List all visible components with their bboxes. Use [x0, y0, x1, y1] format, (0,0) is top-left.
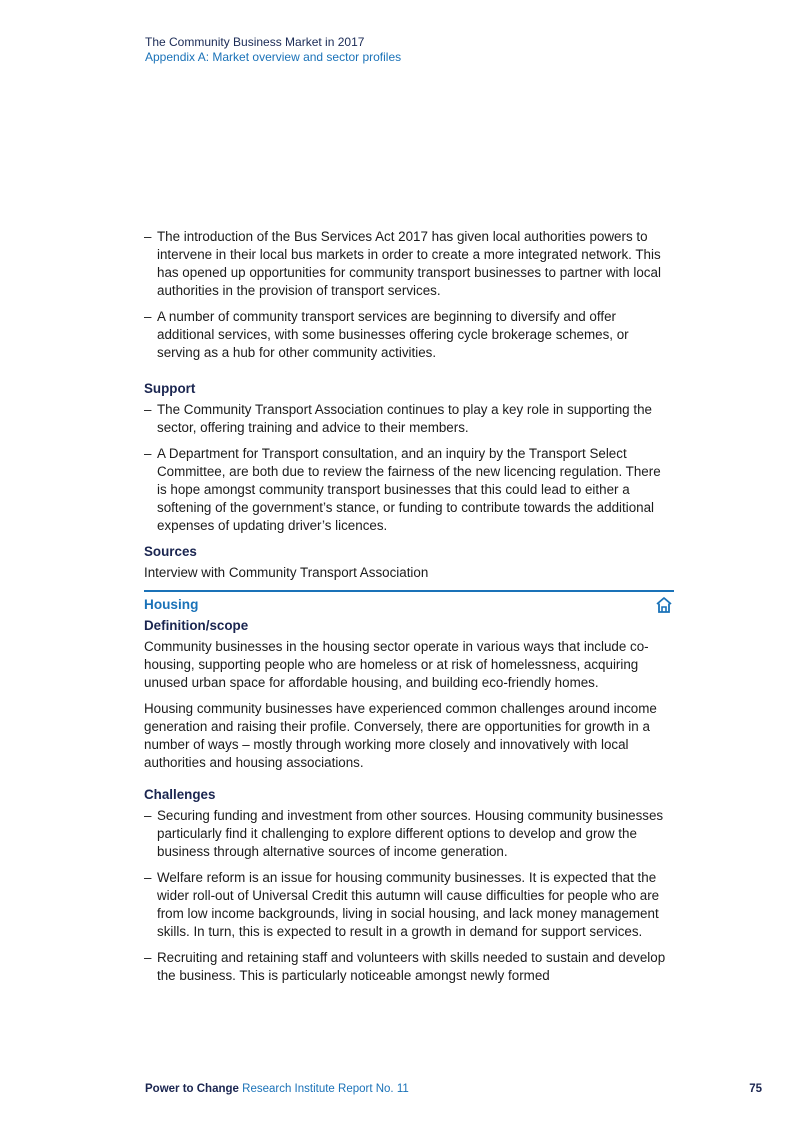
page-content [144, 228, 674, 993]
list-item [144, 869, 674, 941]
list-item [144, 949, 674, 985]
running-header [145, 35, 401, 65]
paragraph: Community businesses in the housing sector operate in various ways that include co-housing, supporting people who are homeless or at risk of homelessness, acquiring unused urban space for affordable housing, and building eco-friendly homes. [144, 639, 649, 690]
housing-section-header [144, 596, 674, 614]
list-item-text: The Community Transport Association continues to play a key role in supporting the sector, offering training and advice to their members. [157, 402, 652, 435]
section-divider [144, 590, 674, 592]
house-icon [655, 596, 673, 614]
list-item-text: A number of community transport services are beginning to diversify and offer additional services, with some businesses offering cycle brokerage schemes, or serving as a hub for other community activities. [157, 309, 629, 360]
page-footer [145, 1083, 762, 1095]
list-item [144, 807, 674, 861]
definition-heading: Definition/scope [144, 618, 249, 633]
housing-title: Housing [144, 597, 199, 612]
list-item [144, 401, 674, 437]
dash-bullet: – [144, 950, 152, 965]
dash-bullet: – [144, 446, 152, 461]
footer-report: Research Institute Report No. 11 [242, 1083, 409, 1095]
challenges-heading: Challenges [144, 787, 216, 802]
sources-heading: Sources [144, 544, 197, 559]
document-title: The Community Business Market in 2017 [145, 35, 365, 49]
dash-bullet: – [144, 870, 152, 885]
footer-brand: Power to Change [145, 1083, 239, 1095]
list-item [144, 228, 674, 300]
paragraph: Housing community businesses have experienced common challenges around income generation and raising their profile. Conversely, there are opportunities for growth in a number of ways – mostly through working more closely and innovatively with local authorities and housing associations. [144, 701, 657, 770]
dash-bullet: – [144, 229, 152, 244]
list-item-text: Welfare reform is an issue for housing community businesses. It is expected that the wider roll-out of Universal Credit this autumn will cause difficulties for people who are from low income backgrounds, living in social housing, and lack money management skills. In turn, this is expected to result in a growth in demand for support services. [157, 870, 660, 939]
page-number: 75 [749, 1083, 762, 1095]
document-subtitle: Appendix A: Market overview and sector profiles [145, 50, 402, 64]
footer-citation [145, 1083, 409, 1095]
list-item-text: A Department for Transport consultation, and an inquiry by the Transport Select Committee, are both due to review the fairness of the new licencing regulation. There is hope amongst community transport businesses that this could lead to either a softening of the government’s stance, or funding to contribute towards the additional expenses of updating driver’s licences. [157, 446, 661, 533]
list-item [144, 445, 674, 535]
list-item-text: Recruiting and retaining staff and volunteers with skills needed to sustain and develop the business. This is particularly noticeable amongst newly formed [157, 950, 666, 983]
dash-bullet: – [144, 808, 152, 823]
sources-text: Interview with Community Transport Association [144, 565, 429, 580]
list-item-text: The introduction of the Bus Services Act 2017 has given local authorities powers to intervene in their local bus markets in order to create a more integrated network. This has opened up opportunities for community transport businesses to partner with local authorities in the provision of transport services. [157, 229, 661, 298]
support-heading: Support [144, 381, 196, 396]
dash-bullet: – [144, 402, 152, 417]
list-item-text: Securing funding and investment from other sources. Housing community businesses particularly find it challenging to explore different options to develop and grow the business through alternative sources of income generation. [157, 808, 664, 859]
dash-bullet: – [144, 309, 152, 324]
list-item [144, 308, 674, 362]
